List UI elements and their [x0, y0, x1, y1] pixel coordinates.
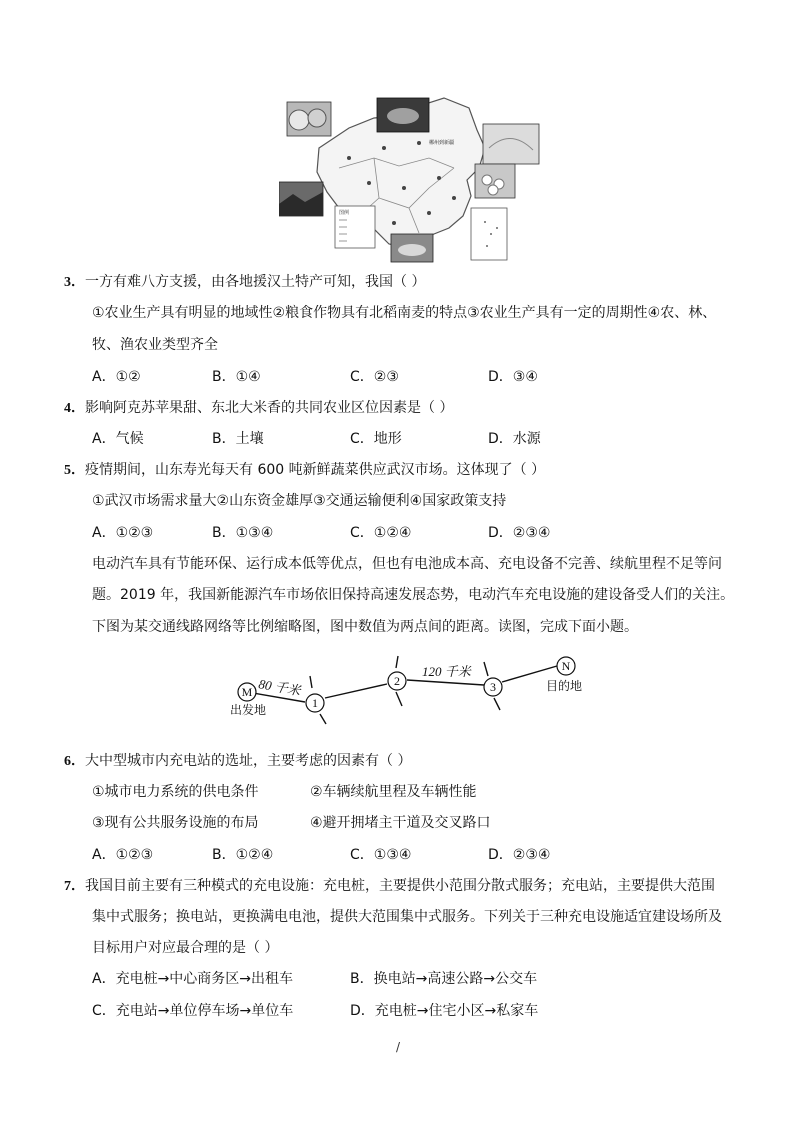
question-3-text: 一方有难八方支援，由各地援汉土特产可知，我国（ ）: [85, 274, 426, 290]
question-6-option-a[interactable]: A．①②③: [92, 847, 154, 863]
route-end-letter: N: [561, 659, 571, 673]
question-4-option-b[interactable]: B．土壤: [212, 431, 264, 447]
question-4-option-c[interactable]: C．地形: [350, 431, 402, 447]
question-5-text: 疫情期间，山东寿光每天有 600 吨新鲜蔬菜供应武汉市场。这体现了（ ）: [85, 462, 546, 478]
question-6-item-4: ④避开拥堵主干道及交叉路口: [310, 815, 491, 831]
question-4-stem: [64, 397, 453, 417]
question-5-option-d[interactable]: D．②③④: [488, 525, 551, 541]
question-4-number: 4．: [64, 401, 85, 416]
route-distance-1: 80 千米: [257, 676, 302, 699]
question-7-option-d[interactable]: D．充电桩→住宅小区→私家车: [350, 1003, 539, 1019]
question-7-option-b[interactable]: B．换电站→高速公路→公交车: [350, 971, 538, 987]
question-4-option-d[interactable]: D．水源: [488, 431, 541, 447]
page-footer: /: [396, 1040, 401, 1054]
route-end-label: 目的地: [546, 679, 583, 693]
question-6-text: 大中型城市内充电站的选址，主要考虑的因素有（ ）: [85, 753, 412, 769]
question-3-number: 3．: [64, 275, 85, 290]
route-distance-2: 120 千米: [422, 664, 471, 679]
china-map: [279, 88, 541, 264]
question-6-number: 6．: [64, 754, 85, 769]
south-china-sea-inset: [471, 208, 507, 260]
route-node-2-label: 2: [394, 674, 400, 688]
question-6-item-2: ②车辆续航里程及车辆性能: [310, 784, 477, 800]
question-3-option-b[interactable]: B．①④: [212, 369, 261, 385]
question-7-line-2: 集中式服务；换电站，更换满电电池，提供大范围集中式服务。下列关于三种充电设施适宜建设场所及: [92, 909, 722, 925]
question-3-option-c[interactable]: C．②③: [350, 369, 399, 385]
china-map-figure: [279, 88, 541, 264]
question-6-option-b[interactable]: B．①②④: [212, 847, 274, 863]
question-3-statements-line2: 牧、渔农业类型齐全: [92, 337, 218, 353]
question-6-item-3: ③现有公共服务设施的布局: [92, 815, 259, 831]
route-start-label: 出发地: [230, 703, 267, 717]
question-3-option-a[interactable]: A．①②: [92, 369, 141, 385]
question-3-statements-line1: ①农业生产具有明显的地域性②粮食作物具有北稻南麦的特点③农业生产具有一定的周期性④农、林、: [92, 305, 717, 321]
route-network-svg: [230, 650, 590, 725]
passage-line-1: 电动汽车具有节能环保、运行成本低等优点，但也有电池成本高、充电设备不完善、续航里程不足等问: [92, 556, 722, 572]
question-4-option-a[interactable]: A．气候: [92, 431, 144, 447]
question-7-text: 我国目前主要有三种模式的充电设施：充电桩，主要提供小范围分散式服务；充电站，主要提供大范围: [85, 878, 715, 894]
route-start-letter: M: [241, 685, 253, 699]
question-7-line-3: 目标用户对应最合理的是（ ）: [92, 940, 279, 956]
question-5-stem: [64, 459, 545, 479]
question-6-option-d[interactable]: D．②③④: [488, 847, 551, 863]
question-3-stem: [64, 271, 425, 291]
question-6-option-c[interactable]: C．①③④: [350, 847, 412, 863]
route-diagram: [230, 650, 590, 725]
route-node-1-label: 1: [312, 696, 318, 710]
map-route-label: 郴州到新疆: [429, 140, 455, 146]
question-7-option-c[interactable]: C．充电站→单位停车场→单位车: [92, 1003, 294, 1019]
question-7-number: 7．: [64, 879, 85, 894]
passage-line-3: 下图为某交通线路网络等比例缩略图，图中数值为两点间的距离。读图，完成下面小题。: [92, 619, 638, 635]
map-legend-title: 图例: [339, 210, 350, 216]
question-6-item-1: ①城市电力系统的供电条件: [92, 784, 259, 800]
passage-line-2: 题。2019 年，我国新能源汽车市场依旧保持高速发展态势，电动汽车充电设施的建设备受人们的关注。: [92, 587, 735, 603]
question-5-number: 5．: [64, 463, 85, 478]
question-4-text: 影响阿克苏苹果甜、东北大米香的共同农业区位因素是（ ）: [85, 400, 454, 416]
question-5-option-a[interactable]: A．①②③: [92, 525, 154, 541]
question-5-statements: ①武汉市场需求量大②山东资金雄厚③交通运输便利④国家政策支持: [92, 493, 507, 509]
question-6-stem: [64, 750, 411, 770]
question-7-option-a[interactable]: A．充电桩→中心商务区→出租车: [92, 971, 294, 987]
question-7-stem: [64, 875, 715, 895]
question-5-option-b[interactable]: B．①③④: [212, 525, 274, 541]
question-3-option-d[interactable]: D．③④: [488, 369, 538, 385]
question-5-option-c[interactable]: C．①②④: [350, 525, 412, 541]
route-node-3-label: 3: [490, 680, 496, 694]
